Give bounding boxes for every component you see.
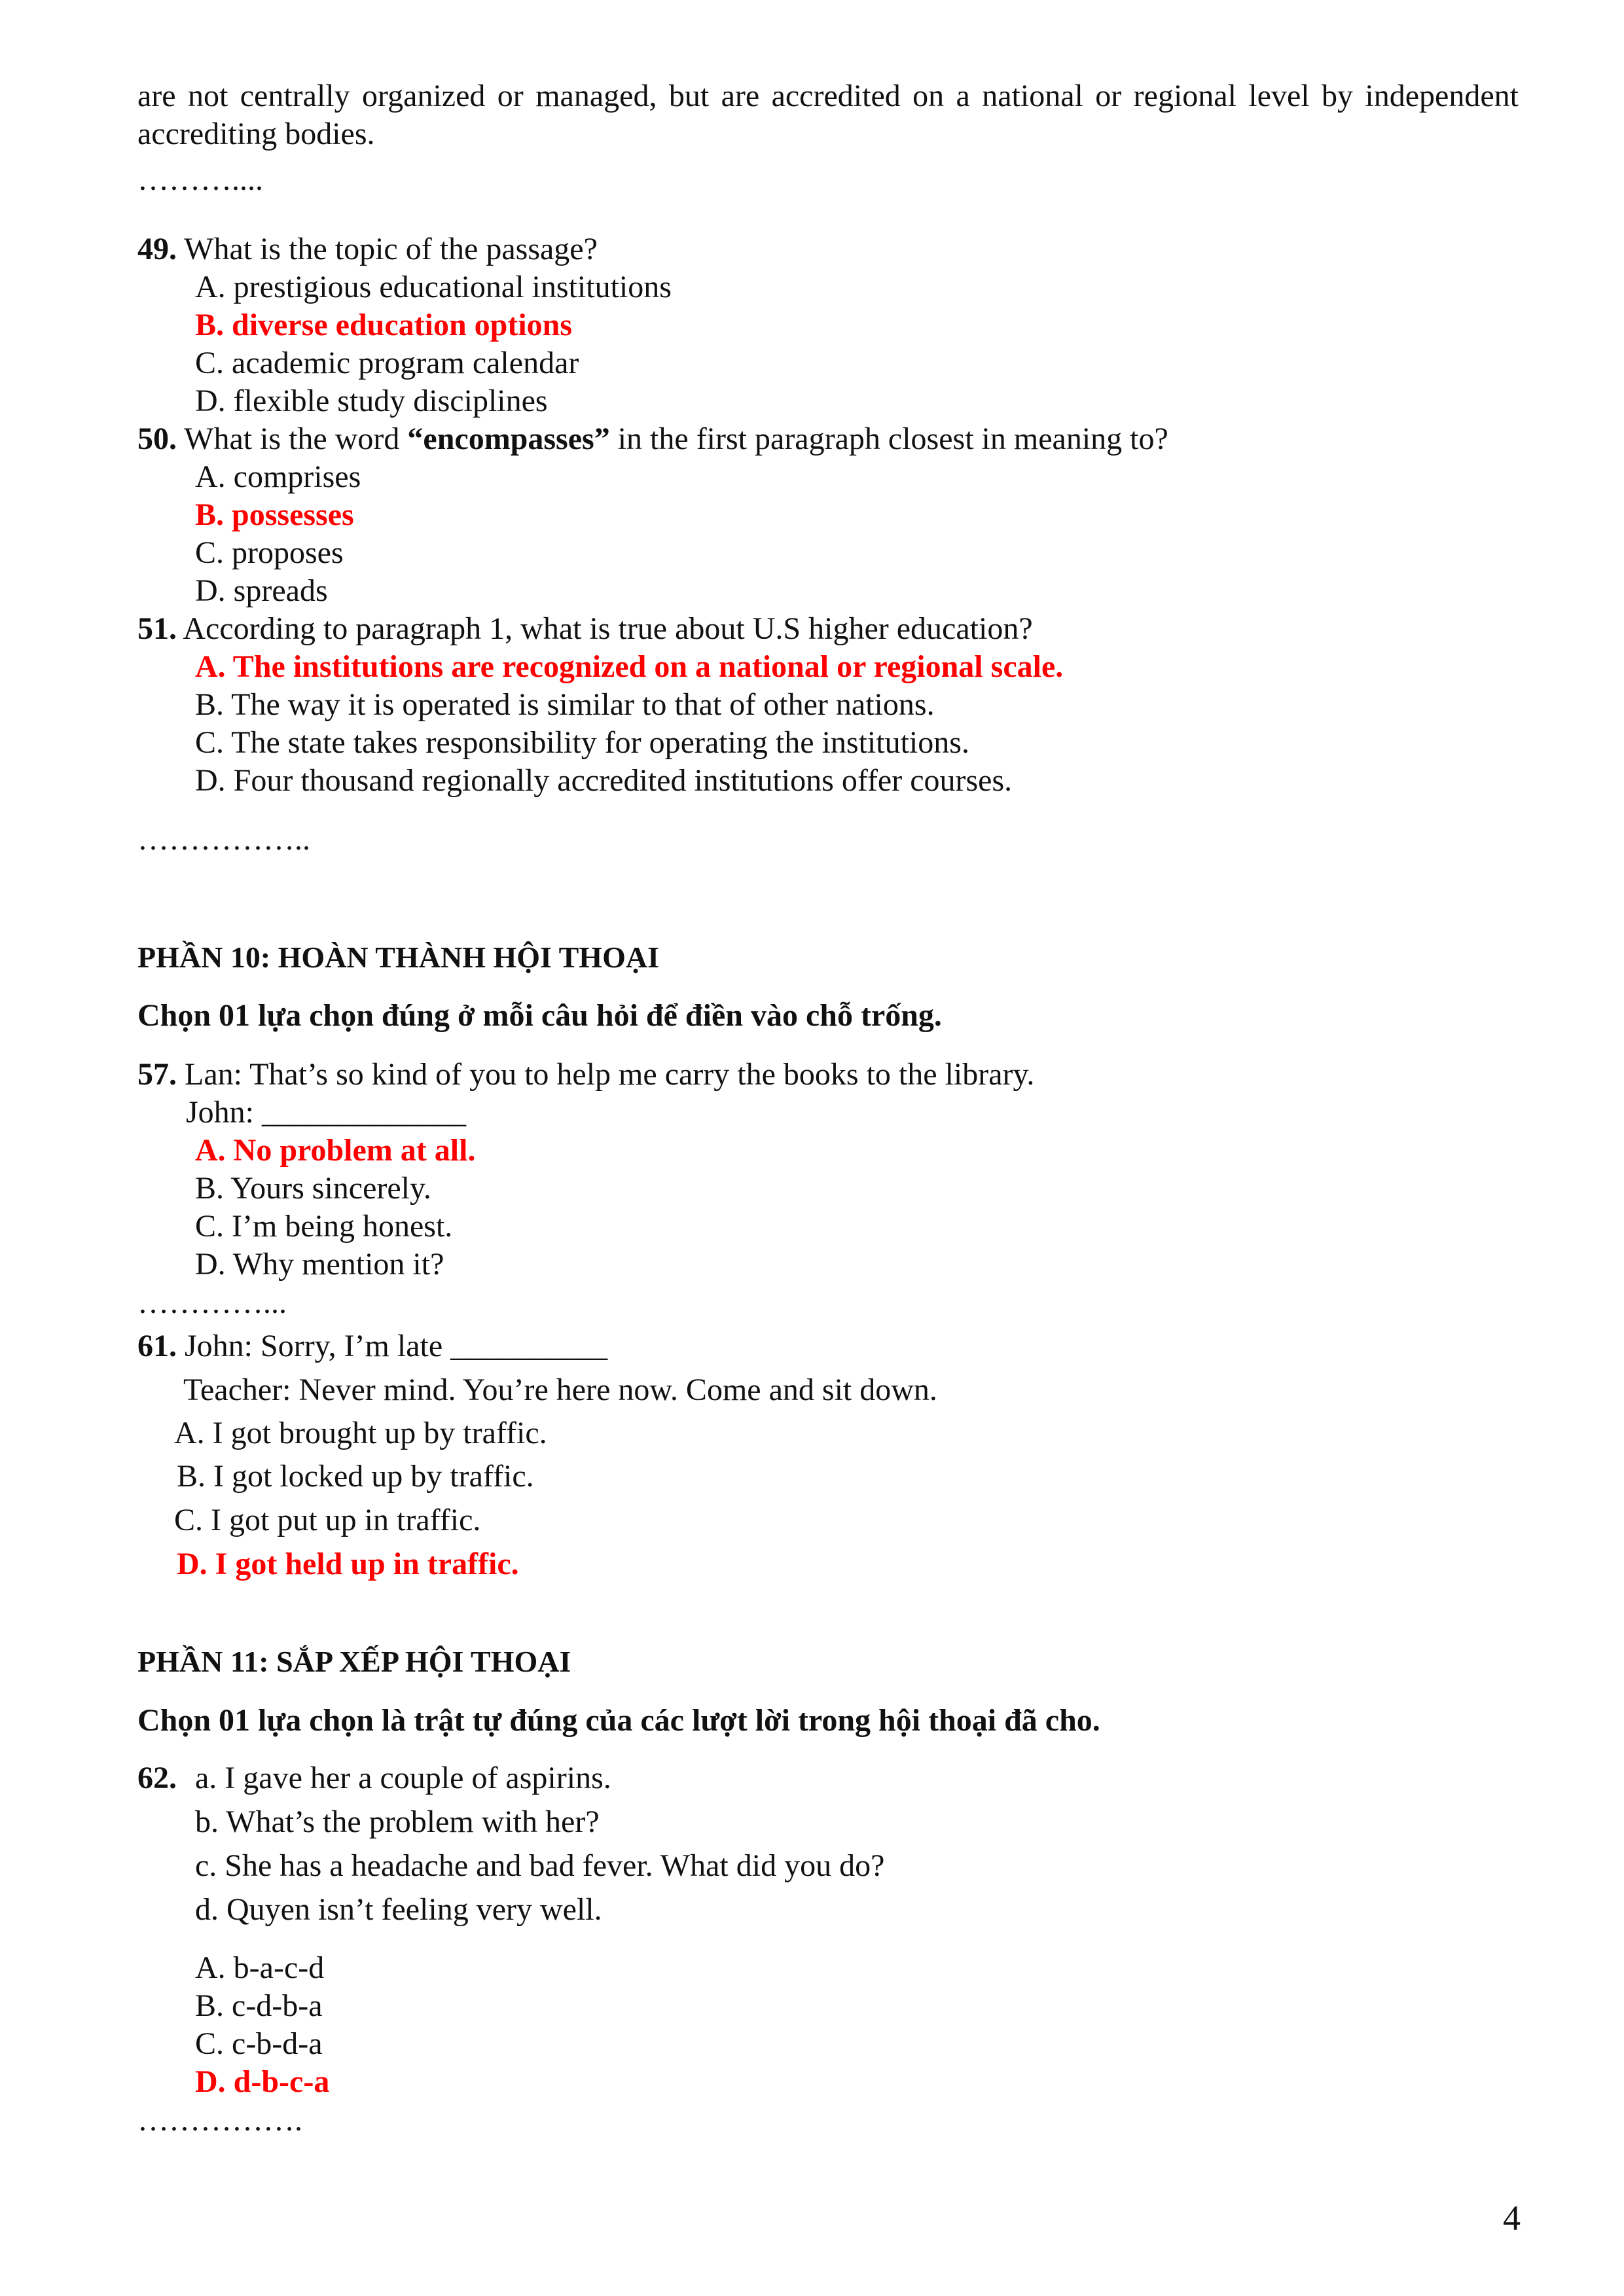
q50-option-d: D. spreads — [195, 573, 328, 608]
q61-option-a: A. I got brought up by traffic. — [174, 1416, 547, 1450]
dialogue-line: John: Sorry, I’m late __________ — [177, 1329, 608, 1363]
question-number: 51. — [137, 611, 177, 646]
ellipsis: …………... — [137, 1285, 287, 1320]
question-number: 62. — [137, 1761, 177, 1795]
q57-option-c: C. I’m being honest. — [195, 1209, 453, 1244]
q57-option-b: B. Yours sincerely. — [195, 1171, 431, 1206]
dialogue-line: Lan: That’s so kind of you to help me carry the books to the library. — [177, 1057, 1035, 1092]
q62-option-c: C. c-b-d-a — [195, 2026, 323, 2061]
intro-paragraph: are not centrally organized or managed, but are accredited on a national or regional level by independent accrediting bodies. — [137, 79, 1519, 151]
question-text: According to paragraph 1, what is true about U.S higher education? — [177, 611, 1033, 646]
question-number: 49. — [137, 232, 177, 266]
dialogue-line-d: d. Quyen isn’t feeling very well. — [195, 1892, 602, 1927]
q62-option-b: B. c-d-b-a — [195, 1988, 323, 2023]
q61-option-c: C. I got put up in traffic. — [174, 1503, 481, 1537]
q51-option-c: C. The state takes responsibility for operating the institutions. — [195, 725, 969, 760]
q57-option-d: D. Why mention it? — [195, 1247, 444, 1282]
section-instruction: Chọn 01 lựa chọn là trật tự đúng của các lượt lời trong hội thoại đã cho. — [137, 1703, 1100, 1738]
q51-option-b: B. The way it is operated is similar to that of other nations. — [195, 687, 935, 722]
q51-option-d: D. Four thousand regionally accredited institutions offer courses. — [195, 763, 1013, 798]
section-heading-part-10: PHẦN 10: HOÀN THÀNH HỘI THOẠI — [137, 941, 659, 974]
question-49 — [137, 230, 598, 268]
q49-option-c: C. academic program calendar — [195, 346, 579, 380]
q49-option-b-answer: B. diverse education options — [195, 308, 573, 342]
dialogue-line-b: b. What’s the problem with her? — [195, 1804, 600, 1839]
question-number: 57. — [137, 1057, 177, 1092]
question-number: 61. — [137, 1329, 177, 1363]
question-57 — [137, 1056, 1034, 1094]
q57-option-a-answer: A. No problem at all. — [195, 1133, 476, 1168]
q50-option-a: A. comprises — [195, 459, 361, 494]
question-keyword: “encompasses” — [407, 422, 610, 456]
section-heading-part-11: PHẦN 11: SẮP XẾP HỘI THOẠI — [137, 1645, 571, 1678]
question-number: 50. — [137, 422, 177, 456]
dialogue-line: Teacher: Never mind. You’re here now. Come and sit down. — [183, 1372, 937, 1407]
ellipsis: ……….... — [137, 162, 263, 197]
dialogue-line-c: c. She has a headache and bad fever. What did you do? — [195, 1848, 885, 1883]
ellipsis: …………….. — [137, 822, 310, 857]
question-61 — [137, 1327, 607, 1365]
q51-option-a-answer: A. The institutions are recognized on a national or regional scale. — [195, 649, 1064, 684]
question-text: What is the topic of the passage? — [177, 232, 598, 266]
q61-option-d-answer: D. I got held up in traffic. — [177, 1547, 519, 1581]
dialogue-line: John: _____________ — [186, 1095, 467, 1130]
q50-option-c: C. proposes — [195, 535, 344, 570]
dialogue-line-a: a. I gave her a couple of aspirins. — [195, 1761, 611, 1795]
question-62 — [137, 1759, 177, 1797]
page-number: 4 — [1503, 2198, 1521, 2238]
question-51 — [137, 610, 1033, 648]
question-text-post: in the first paragraph closest in meaning to? — [609, 422, 1168, 456]
question-50 — [137, 420, 1168, 458]
q61-option-b: B. I got locked up by traffic. — [177, 1459, 534, 1494]
q62-option-a: A. b-a-c-d — [195, 1950, 325, 1985]
q49-option-d: D. flexible study disciplines — [195, 384, 548, 418]
question-text-pre: What is the word — [177, 422, 408, 456]
ellipsis: ……………. — [137, 2103, 302, 2138]
q62-option-d-answer: D. d-b-c-a — [195, 2064, 330, 2099]
q50-option-b-answer: B. possesses — [195, 497, 354, 532]
section-instruction: Chọn 01 lựa chọn đúng ở mỗi câu hỏi để điền vào chỗ trống. — [137, 998, 942, 1033]
q49-option-a: A. prestigious educational institutions — [195, 270, 672, 304]
